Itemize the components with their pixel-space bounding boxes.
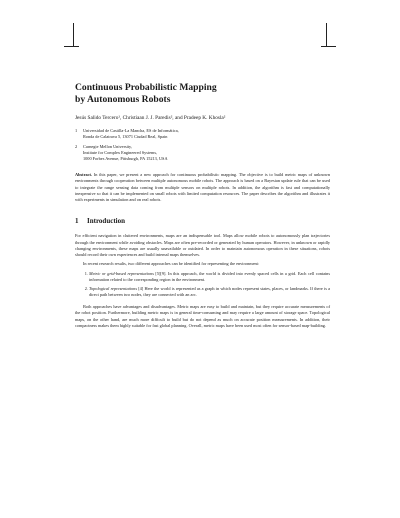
list-item-text: [4] Here the world is represented as a graph in which nodes represent states, places, or landmarks. If there is a direct path between two nodes, they are connected with an arc. (89, 285, 330, 297)
title-line-2: by Autonomous Robots (75, 93, 171, 105)
abstract-label: Abstract. (75, 172, 93, 177)
author-list: Jesús Salido Tercero¹, Christiaan J. J. Paredis², and Pradeep K. Khosla² (75, 115, 226, 121)
list-item-text: [5][9]. In this approach, the world is divided into evenly spaced cells in a grid. Each cell contains information related to the corresponding region in the environment. (89, 270, 331, 283)
affiliation-2 (75, 144, 330, 162)
list-item-label: Topological representations (89, 285, 138, 291)
body-paragraph-3: Both approaches have advantages and disadvantages. Metric maps are easy to build and maintain, but they require accurate measurements of the robot position. Furthermore, building metric maps is in general time-consuming and may require a large amount of storage space. Topological maps, on the other hand, are much more difficult to build but do not depend as much on accurate position measurements. In addition, their compactness makes them highly suitable for fast global planning. Overall, metric maps have been used most often for sensor-based map-building. (75, 304, 330, 329)
list-item-label: Metric or grid-based representations (89, 270, 154, 276)
body-paragraph-2: In recent research results, two different approaches can be identified for representing the environment: (83, 260, 260, 266)
crop-mark-top-left-horizontal (64, 46, 79, 47)
affiliation-line: Universidad de Castilla-La Mancha, ES de Informática, (83, 128, 179, 133)
paper-page (75, 82, 330, 329)
crop-mark-top-right-vertical (326, 23, 327, 47)
crop-mark-top-right-horizontal (321, 46, 336, 47)
section-number: 1 (75, 217, 79, 226)
section-heading (75, 217, 330, 225)
affiliation-1 (75, 128, 330, 140)
affiliation-line: Ronda de Calatrava 5, 13071 Ciudad Real, Spain (83, 134, 168, 139)
list-item (89, 286, 330, 299)
affiliation-line: 1000 Forbes Avenue, Pittsburgh, PA 15213, USA (83, 156, 168, 161)
crop-mark-top-left-vertical (73, 23, 74, 47)
affiliation-number: 2 (75, 144, 78, 149)
body-paragraph-1: For efficient navigation in cluttered environments, maps are an indispensable tool. Maps allow mobile robots to autonomously plan trajectories through the environment while avoiding obstacles. Maps are often pre-recorded or generated by human operators. However, in unknown or rapidly changing environments, these maps are usually unavailable or outdated. In order to maintain autonomous operation in these situations, robots should record their own experiences and build internal maps themselves. (75, 233, 330, 258)
title-line-1: Continuous Probabilistic Mapping (75, 82, 217, 93)
list-item (89, 271, 330, 284)
abstract-text: In this paper, we present a new approach for continuous probabilistic mapping. The objective is to build metric maps of unknown environments through cooperation between multiple autonomous mobile robots. The approach is based on a Bayesian update rule that can be used to integrate the range sensing data coming from multiple sensors on multiple robots. In addition, the algorithm is fast and computationally inexpensive so that it can be implemented on small robots with limited computation resources. The paper describes the algorithm and illustrates it with experiments in simulation and on real robots. (75, 172, 330, 203)
paper-title (75, 82, 330, 105)
approach-list (75, 271, 330, 298)
affiliation-line: Institute for Complex Engineered Systems, (83, 150, 158, 155)
abstract (75, 172, 330, 203)
section-title: Introduction (87, 217, 125, 226)
affiliation-number: 1 (75, 128, 78, 133)
affiliation-line: Carnegie Mellon University, (83, 144, 133, 149)
